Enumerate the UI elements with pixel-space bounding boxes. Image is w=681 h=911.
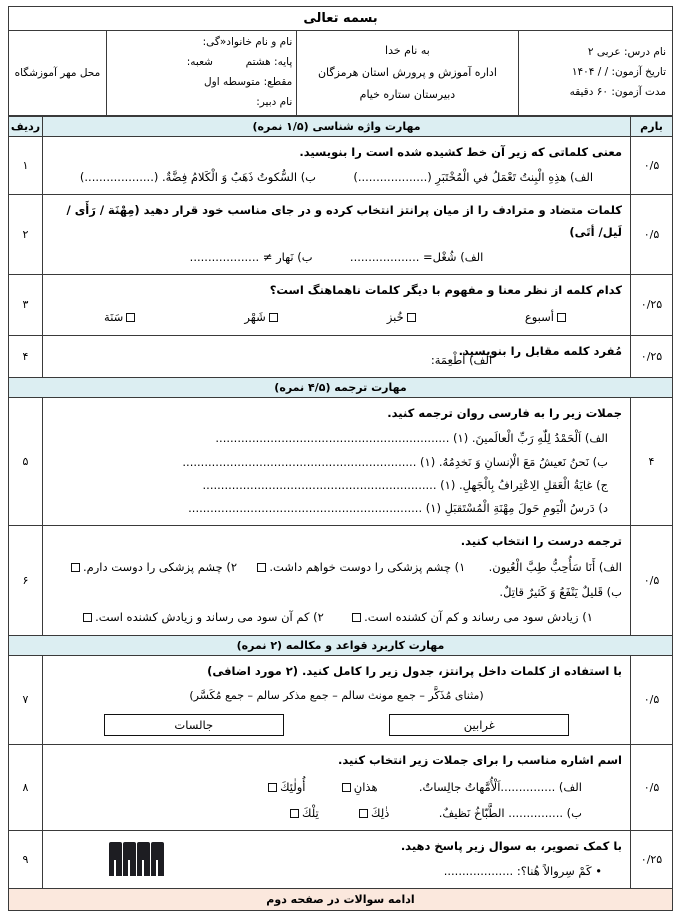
trousers-icon — [109, 842, 122, 876]
section-row — [9, 635, 673, 655]
exam-header — [8, 6, 673, 116]
radif-q4: ۴ — [9, 335, 43, 378]
checkbox-icon[interactable] — [352, 613, 361, 622]
checkbox-icon[interactable] — [268, 783, 277, 792]
question-5-title: جملات زیر را به فارسی روان ترجمه کنید. — [387, 406, 622, 421]
barem-q9: ۰/۲۵ — [631, 830, 673, 889]
question-8-row-b — [51, 803, 622, 824]
level-label: مقطع: — [263, 75, 293, 88]
section-grammar-title: مهارت کاربرد قواعد و مکالمه (۲ نمره) — [9, 635, 673, 655]
barem-q8: ۰/۵ — [631, 745, 673, 831]
question-4-item-a: الف) أطْعِمَة: — [430, 352, 493, 367]
checkbox-icon[interactable] — [557, 313, 566, 322]
level-value: متوسطه اول — [204, 75, 261, 88]
question-8-b-stem: ب) ............... الطَّبّاخُ نَظیفٌ. — [438, 805, 582, 820]
question-5-items — [51, 428, 622, 519]
lesson-value: عربی ۲ — [587, 45, 621, 58]
question-7-title: با استفاده از کلمات داخل پرانتز، جدول زیر را کامل کنید. (۲ مورد اضافی) — [207, 663, 622, 678]
option-item[interactable]: هذانِ — [339, 780, 378, 794]
radif-q5: ۵ — [9, 398, 43, 526]
radif-q6: ۶ — [9, 526, 43, 635]
word-box[interactable]: غرابین — [389, 714, 569, 736]
checkbox-icon[interactable] — [290, 809, 299, 818]
table-row — [9, 275, 673, 336]
question-5 — [43, 398, 631, 526]
section-translate-title: مهارت ترجمه (۴/۵ نمره) — [9, 378, 673, 398]
section-row — [9, 378, 673, 398]
question-5-item-d: د) دَرسُ الْیَومِ حَولَ مِهْنَةِ الْمُسْتَقبَلِ (۱) ................................................................ — [188, 501, 608, 516]
table-row — [9, 195, 673, 275]
option-item[interactable]: أسبوع — [525, 307, 569, 328]
bismillah-title: بسمه تعالی — [9, 7, 673, 31]
option-item[interactable]: تِلْكَ — [287, 806, 319, 820]
word-box[interactable]: جالسات — [104, 714, 284, 736]
question-5-item-a: الف) اَلْحَمْدُ لِلّٰهِ رَبِّ الْعالَمینَ. (۱) ................................................................ — [215, 431, 608, 446]
checkbox-icon[interactable] — [83, 613, 92, 622]
header-right-info — [518, 31, 672, 116]
header-left-info — [106, 31, 296, 116]
question-2 — [43, 195, 631, 275]
table-row — [9, 335, 673, 378]
teacher-label: نام دبیر: — [256, 95, 293, 108]
section-vocab-title: مهارت واژه شناسی (۱/۵ نمره) — [43, 116, 631, 136]
duration-label: مدت آزمون: — [611, 85, 666, 98]
option-item[interactable]: سَنَة — [104, 307, 138, 328]
option-item[interactable]: ۱) زیادش سود می رساند و کم آن کشنده است. — [349, 610, 593, 624]
table-row — [9, 830, 673, 889]
question-7-boxes — [51, 714, 622, 736]
question-8-title: اسم اشاره مناسب را برای جملات زیر انتخاب کنید. — [338, 753, 622, 768]
question-6-part-b-options — [51, 607, 622, 628]
option-item[interactable]: ذٰلِكَ — [356, 806, 389, 820]
question-5-item-b: ب) نَحنُ نَعیشُ مَعَ الْإنسانِ وَ نَخدِمُهُ. (۱) ................................................................ — [182, 454, 608, 469]
question-7 — [43, 655, 631, 745]
radif-q2: ۲ — [9, 195, 43, 275]
question-9-item: • کَمْ سِروالاً هُنا؟: ................... — [443, 864, 602, 879]
barem-q4: ۰/۲۵ — [631, 335, 673, 378]
question-1-title: معنی کلماتی که زیر آن خط کشیده شده است را بنویسید. — [299, 144, 622, 159]
question-6 — [43, 526, 631, 635]
trousers-icon — [123, 842, 136, 876]
radif-q8: ۸ — [9, 745, 43, 831]
option-item[interactable]: شَهْر — [244, 307, 280, 328]
question-9 — [43, 830, 631, 889]
question-6-part-a — [51, 557, 622, 578]
table-header-row — [9, 116, 673, 136]
radif-q7: ۷ — [9, 655, 43, 745]
question-2-title: کلمات متضاد و مترادف را از میان پرانتز انتخاب کرده و در جای مناسب خود قرار دهید (مِهْنَة / رَأَى / لَیل/ أتَى) — [66, 203, 622, 239]
question-4 — [43, 335, 631, 378]
student-name-label: نام و نام خانواد«گی: — [202, 36, 293, 48]
question-3 — [43, 275, 631, 336]
trousers-icon — [137, 842, 150, 876]
radif-q9: ۹ — [9, 830, 43, 889]
question-8 — [43, 745, 631, 831]
question-6-title: ترجمه درست را انتخاب کنید. — [460, 534, 622, 549]
table-row — [9, 136, 673, 195]
lesson-label: نام درس: — [623, 45, 666, 58]
barem-q7: ۰/۵ — [631, 655, 673, 745]
question-9-title: با کمک تصویر، به سوال زیر پاسخ دهید. — [400, 838, 622, 853]
date-value: / / ۱۴۰۴ — [571, 65, 609, 78]
question-4-title: مُفرد کلمه مقابل را بنویسید. — [458, 343, 622, 358]
question-2-item-b: ب) نَهار ≠ ................... — [189, 249, 313, 264]
table-row — [9, 526, 673, 635]
duration-value: ۶۰ دقیقه — [569, 85, 608, 98]
question-3-title: کدام کلمه از نظر معنا و مفهوم با دیگر کلمات ناهماهنگ است؟ — [269, 283, 622, 298]
barem-q1: ۰/۵ — [631, 136, 673, 195]
school-stamp-area: محل مهر آموزشگاه — [9, 31, 107, 116]
option-item[interactable]: ۲) چشم پزشکی را دوست دارم. — [68, 560, 237, 574]
radif-q3: ۳ — [9, 275, 43, 336]
option-item[interactable]: أُولٰئِكَ — [265, 780, 305, 794]
barem-q5: ۴ — [631, 398, 673, 526]
grade-label: پایه: — [274, 55, 293, 68]
barem-q3: ۰/۲۵ — [631, 275, 673, 336]
option-item[interactable]: ۲) کم آن سود می رساند و زیادش کشنده است. — [80, 610, 324, 624]
checkbox-icon[interactable] — [359, 809, 368, 818]
question-5-item-c: ج) غایَةُ الْعَقلِ الِاعْتِرافُ بِالْجَهلِ. (۱) ................................................................ — [202, 477, 608, 492]
column-header-barem: بارم — [631, 116, 673, 136]
table-row — [9, 398, 673, 526]
header-center-info — [297, 31, 518, 116]
question-6-part-b-stem: ب) قَلیلٌ یَنْفَعُ وَ کَثیرٌ قاتِلٌ. — [499, 585, 622, 599]
column-header-radif: ردیف — [9, 116, 43, 136]
table-row — [9, 745, 673, 831]
checkbox-icon[interactable] — [342, 783, 351, 792]
question-6-a-stem: الف) أَنَا سَأُحِبُّ طِبَّ الْعُیون. — [488, 559, 622, 574]
question-8-row-a — [51, 777, 622, 798]
continuation-notice: ادامه سوالات در صفحه دوم — [9, 889, 673, 911]
question-1-item-b: ب) السُّکوتُ ذَهَبٌ وَ الْکَلامُ فِضَّةٌ. (...................) — [79, 170, 317, 185]
question-1-item-a: الف) هذِهِ الْبِنتُ تَعْمَلُ في الْمُخْتَبَرِ (...................) — [353, 170, 594, 185]
question-3-options — [51, 307, 622, 328]
trousers-icon — [151, 842, 164, 876]
checkbox-icon[interactable] — [126, 313, 135, 322]
checkbox-icon[interactable] — [269, 313, 278, 322]
basmala-text: به نام خدا — [385, 43, 430, 57]
department-line: اداره آموزش و پرورش استان هرمزگان — [317, 65, 497, 79]
question-2-item-a: الف) شُغْل= ................... — [349, 249, 484, 264]
checkbox-icon[interactable] — [257, 563, 266, 572]
option-item[interactable]: خُبز — [387, 307, 419, 328]
trousers-illustration — [51, 840, 221, 878]
exam-body — [8, 116, 673, 911]
radif-q1: ۱ — [9, 136, 43, 195]
question-7-subtitle: (مثنای مُذَکَّر – جمع مونث سالم – جمع مذکر سالم – جمع مُکَسَّر) — [189, 688, 484, 702]
school-line: دبیرستان ستاره خیام — [359, 87, 456, 101]
branch-label: شعبه: — [186, 55, 213, 68]
date-label: تاریخ آزمون: — [611, 65, 666, 78]
table-row — [9, 655, 673, 745]
question-8-a-stem: الف) ...............اَلْأُمَّهاتُ جالِساتٌ. — [418, 780, 582, 795]
checkbox-icon[interactable] — [71, 563, 80, 572]
footer-row — [9, 889, 673, 911]
option-item[interactable]: ۱) چشم پزشکی را دوست خواهم داشت. — [254, 560, 465, 574]
question-1 — [43, 136, 631, 195]
barem-q6: ۰/۵ — [631, 526, 673, 635]
checkbox-icon[interactable] — [407, 313, 416, 322]
grade-value: هشتم — [245, 55, 271, 68]
barem-q2: ۰/۵ — [631, 195, 673, 275]
